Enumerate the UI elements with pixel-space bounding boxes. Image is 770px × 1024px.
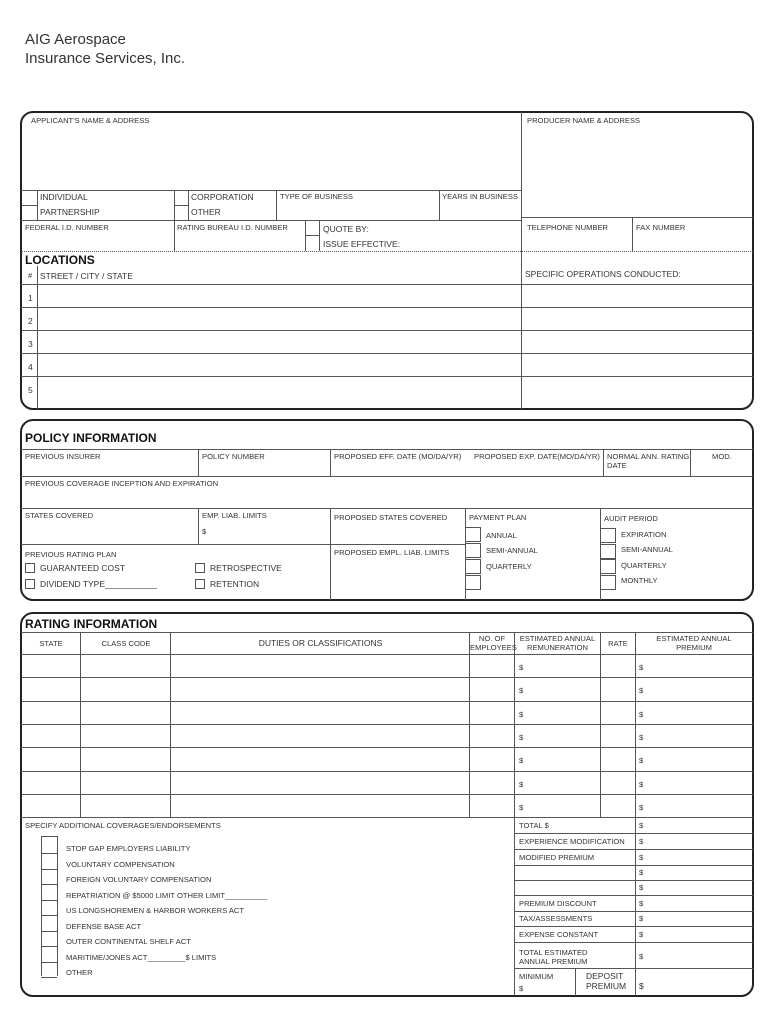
coverage-label: OTHER (66, 968, 93, 977)
totals-dollar: $ (639, 883, 644, 892)
proposed-eff-date-label: PROPOSED EFF. DATE (MO/DA/YR) (334, 452, 462, 461)
rating-class-code-field[interactable] (82, 749, 168, 768)
totals-dollar: $ (639, 952, 644, 961)
partnership-label: PARTNERSHIP (40, 207, 100, 217)
totals-dollar: $ (639, 853, 644, 862)
premium-dollar: $ (639, 756, 644, 765)
coverage-checkbox[interactable] (42, 962, 56, 976)
payment-semi-annual-checkbox[interactable] (465, 543, 481, 558)
rating-duties-field[interactable] (172, 679, 467, 698)
retrospective-checkbox[interactable] (195, 563, 205, 573)
premium-dollar: $ (639, 733, 644, 742)
coverage-label: STOP GAP EMPLOYERS LIABILITY (66, 844, 191, 853)
payment-annual-label: ANNUAL (486, 531, 517, 540)
minimum-label: MINIMUM (519, 972, 554, 981)
rating-information-title: RATING INFORMATION (25, 617, 158, 631)
experience-mod-label: EXPERIENCE MODIFICATION (519, 837, 625, 846)
payment-quarterly-label: QUARTERLY (486, 562, 532, 571)
mod-label: MOD. (712, 452, 732, 461)
previous-insurer-label: PREVIOUS INSURER (25, 452, 101, 461)
est-remuneration-header-2: REMUNERATION (526, 643, 589, 652)
payment-blank-checkbox[interactable] (465, 575, 481, 590)
location-row-number: 3 (28, 339, 33, 349)
proposed-exp-date-label: PROPOSED EXP. DATE(MO/DA/YR) (474, 452, 600, 461)
total-label: TOTAL $ (519, 821, 549, 830)
issue-effective-checkbox[interactable] (306, 236, 318, 250)
rating-state-field[interactable] (22, 749, 78, 768)
partnership-checkbox[interactable] (22, 206, 36, 219)
expense-constant-label: EXPENSE CONSTANT (519, 930, 599, 939)
location-street-field[interactable] (39, 309, 519, 329)
remuneration-dollar: $ (519, 780, 524, 789)
duties-header: DUTIES OR CLASSIFICATIONS (258, 638, 383, 648)
quote-by-label: QUOTE BY: (323, 224, 369, 234)
location-operations-field[interactable] (524, 309, 751, 329)
payment-annual-checkbox[interactable] (465, 527, 481, 542)
federal-id-label: FEDERAL I.D. NUMBER (25, 223, 109, 232)
producer-name-address-field[interactable] (523, 128, 751, 216)
coverage-checkbox[interactable] (42, 900, 56, 914)
location-street-field[interactable] (39, 332, 519, 352)
rating-class-code-field[interactable] (82, 679, 168, 698)
corporation-checkbox[interactable] (175, 191, 187, 204)
specify-coverages-label: SPECIFY ADDITIONAL COVERAGES/ENDORSEMENTS (25, 821, 221, 830)
totals-dollar: $ (639, 899, 644, 908)
corporation-label: CORPORATION (191, 192, 254, 202)
remuneration-dollar: $ (519, 710, 524, 719)
remuneration-dollar: $ (519, 756, 524, 765)
state-header: STATE (39, 639, 63, 648)
policy-number-label: POLICY NUMBER (202, 452, 265, 461)
remuneration-dollar: $ (519, 803, 524, 812)
no-of-employees-header-2: EMPLOYEES (470, 643, 517, 652)
audit-quarterly-label: QUARTERLY (621, 561, 667, 570)
locations-hash-header: # (28, 271, 33, 280)
applicant-name-address-label: APPLICANT'S NAME & ADDRESS (31, 116, 150, 125)
rating-state-field[interactable] (22, 656, 78, 675)
totals-dollar: $ (639, 868, 644, 877)
type-of-business-label: TYPE OF BUSINESS (280, 192, 354, 201)
deposit-premium-label: PREMIUM (586, 981, 627, 991)
coverage-checkbox[interactable] (42, 885, 56, 899)
location-operations-field[interactable] (524, 332, 751, 352)
company-name-line2: Insurance Services, Inc. (25, 50, 186, 67)
est-premium-header-1: ESTIMATED ANNUAL (656, 634, 732, 643)
years-in-business-label: YEARS IN BUSINESS (442, 192, 518, 201)
coverage-checkbox[interactable] (42, 854, 56, 868)
remuneration-dollar: $ (519, 733, 524, 742)
dividend-type-checkbox[interactable] (25, 579, 35, 589)
audit-semi-annual-label: SEMI-ANNUAL (621, 545, 673, 554)
rating-duties-field[interactable] (172, 773, 467, 792)
locations-title: LOCATIONS (25, 253, 95, 267)
other-label: OTHER (191, 207, 221, 217)
payment-plan-label: PAYMENT PLAN (469, 513, 527, 522)
rating-class-code-field[interactable] (82, 726, 168, 745)
location-street-field[interactable] (39, 355, 519, 375)
est-remuneration-header-1: ESTIMATED ANNUAL (519, 634, 596, 643)
emp-liab-limits-label: EMP. LIAB. LIMITS (202, 511, 267, 520)
locations-operations-header: SPECIFIC OPERATIONS CONDUCTED: (525, 269, 681, 279)
rating-duties-field[interactable] (172, 656, 467, 675)
rating-class-code-field[interactable] (82, 656, 168, 675)
premium-dollar: $ (639, 686, 644, 695)
deposit-dollar: $ (639, 981, 644, 991)
payment-semi-annual-label: SEMI-ANNUAL (486, 546, 538, 555)
rating-class-code-field[interactable] (82, 796, 168, 815)
audit-monthly-label: MONTHLY (621, 576, 658, 585)
fax-label: FAX NUMBER (636, 223, 686, 232)
telephone-label: TELEPHONE NUMBER (527, 223, 609, 232)
coverage-label: OUTER CONTINENTAL SHELF ACT (66, 937, 191, 946)
annual-premium-label: ANNUAL PREMIUM (519, 957, 588, 966)
remuneration-dollar: $ (519, 663, 524, 672)
location-row-number: 5 (28, 385, 33, 395)
total-estimated-label: TOTAL ESTIMATED (519, 948, 588, 957)
guaranteed-cost-label: GUARANTEED COST (40, 563, 126, 573)
retrospective-label: RETROSPECTIVE (210, 563, 282, 573)
remuneration-dollar: $ (519, 686, 524, 695)
individual-checkbox[interactable] (22, 191, 36, 204)
rating-duties-field[interactable] (172, 703, 467, 722)
audit-expiration-checkbox[interactable] (600, 528, 616, 543)
audit-monthly-checkbox[interactable] (600, 575, 616, 590)
company-name-line1: AIG Aerospace (25, 31, 126, 48)
locations-street-header: STREET / CITY / STATE (40, 271, 133, 281)
rating-class-code-field[interactable] (82, 703, 168, 722)
location-row-number: 1 (28, 293, 33, 303)
retention-checkbox[interactable] (195, 579, 205, 589)
coverage-checkbox[interactable] (42, 838, 56, 852)
normal-ann-rating-date-label: DATE (607, 461, 627, 470)
coverage-label: MARITIME/JONES ACT_________$ LIMITS (66, 953, 217, 962)
coverage-label: REPATRIATION @ $5000 LIMIT OTHER LIMIT__________ (66, 891, 268, 900)
rating-state-field[interactable] (22, 679, 78, 698)
totals-dollar: $ (639, 930, 644, 939)
location-row-number: 2 (28, 316, 33, 326)
location-row-number: 4 (28, 362, 33, 372)
guaranteed-cost-checkbox[interactable] (25, 563, 35, 573)
no-of-employees-header-1: NO. OF (478, 634, 506, 643)
totals-dollar: $ (639, 821, 644, 830)
coverage-checkbox[interactable] (42, 869, 56, 883)
rating-bureau-id-label: RATING BUREAU I.D. NUMBER (177, 223, 288, 232)
proposed-states-label: PROPOSED STATES COVERED (334, 513, 448, 522)
payment-quarterly-checkbox[interactable] (465, 559, 481, 574)
premium-discount-label: PREMIUM DISCOUNT (519, 899, 597, 908)
audit-period-label: AUDIT PERIOD (604, 514, 658, 523)
location-operations-field[interactable] (524, 286, 751, 306)
coverage-checkbox[interactable] (42, 947, 56, 961)
premium-dollar: $ (639, 663, 644, 672)
dividend-type-label: DIVIDEND TYPE___________ (40, 579, 158, 589)
rating-state-field[interactable] (22, 703, 78, 722)
audit-expiration-label: EXPIRATION (621, 530, 667, 539)
totals-dollar: $ (639, 837, 644, 846)
est-premium-header-2: PREMIUM (676, 643, 712, 652)
policy-information-title: POLICY INFORMATION (25, 431, 157, 445)
deposit-label: DEPOSIT (586, 971, 624, 981)
emp-liab-dollar: $ (202, 527, 207, 536)
rate-header: RATE (608, 639, 628, 648)
location-street-field[interactable] (39, 286, 519, 306)
coverage-label: DEFENSE BASE ACT (66, 922, 142, 931)
coverage-label: FOREIGN VOLUNTARY COMPENSATION (66, 875, 212, 884)
coverage-label: VOLUNTARY COMPENSATION (66, 860, 175, 869)
minimum-dollar: $ (519, 984, 524, 993)
producer-name-address-label: PRODUCER NAME & ADDRESS (527, 116, 641, 125)
previous-rating-plan-label: PREVIOUS RATING PLAN (25, 550, 117, 559)
rating-duties-field[interactable] (172, 726, 467, 745)
coverage-checkbox[interactable] (42, 931, 56, 945)
premium-dollar: $ (639, 710, 644, 719)
previous-coverage-label: PREVIOUS COVERAGE INCEPTION AND EXPIRATION (25, 479, 219, 488)
previous-coverage-field[interactable] (22, 490, 752, 507)
applicant-name-address-field[interactable] (22, 128, 520, 188)
rating-duties-field[interactable] (172, 796, 467, 815)
coverage-checkbox[interactable] (42, 916, 56, 930)
coverage-label: US LONGSHOREMEN & HARBOR WORKERS ACT (66, 906, 245, 915)
states-covered-label: STATES COVERED (25, 511, 94, 520)
totals-dollar: $ (639, 914, 644, 923)
audit-quarterly-checkbox[interactable] (600, 559, 616, 574)
individual-label: INDIVIDUAL (40, 192, 88, 202)
proposed-empl-liab-label: PROPOSED EMPL. LIAB. LIMITS (334, 548, 450, 557)
quote-by-checkbox[interactable] (306, 221, 318, 234)
rating-state-field[interactable] (22, 773, 78, 792)
location-operations-field[interactable] (524, 378, 751, 398)
modified-premium-label: MODIFIED PREMIUM (519, 853, 595, 862)
tax-assessments-label: TAX/ASSESSMENTS (519, 914, 593, 923)
rating-state-field[interactable] (22, 796, 78, 815)
rating-duties-field[interactable] (172, 749, 467, 768)
class-code-header: CLASS CODE (101, 639, 151, 648)
location-operations-field[interactable] (524, 355, 751, 375)
location-street-field[interactable] (39, 378, 519, 398)
premium-dollar: $ (639, 780, 644, 789)
audit-semi-annual-checkbox[interactable] (600, 544, 616, 559)
other-checkbox[interactable] (175, 206, 187, 219)
issue-effective-label: ISSUE EFFECTIVE: (323, 239, 400, 249)
policy-information-section (20, 419, 754, 601)
rating-state-field[interactable] (22, 726, 78, 745)
normal-ann-rating-label: NORMAL ANN. RATING (607, 452, 690, 461)
premium-dollar: $ (639, 803, 644, 812)
retention-label: RETENTION (210, 579, 260, 589)
rating-class-code-field[interactable] (82, 773, 168, 792)
